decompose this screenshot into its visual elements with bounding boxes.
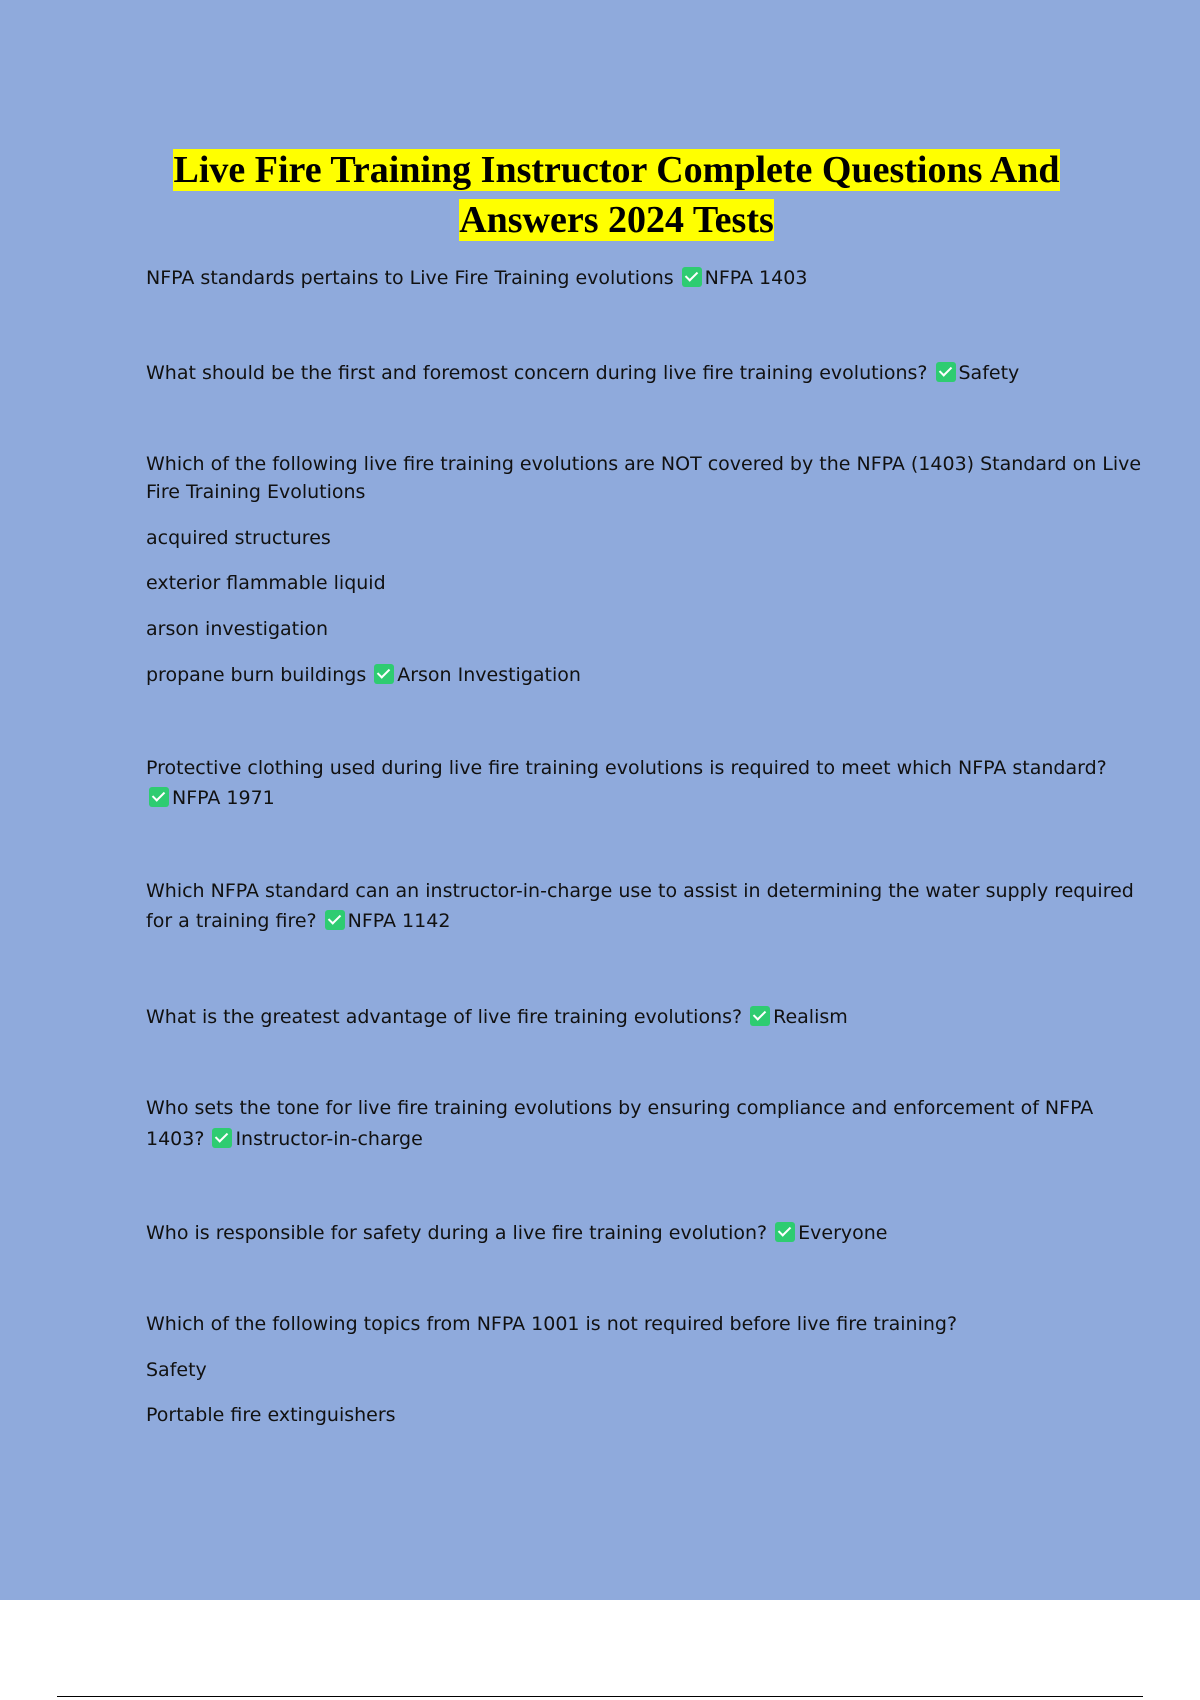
check-mark-icon: [936, 362, 956, 382]
answer-text: Safety: [958, 362, 1020, 384]
option-item: propane burn buildings: [146, 664, 367, 686]
question-text: Protective clothing used during live fire training evolutions is required to meet which NFPA standard?: [146, 757, 1107, 779]
qa-item: [146, 1125, 423, 1153]
footer-rule: [57, 1696, 1143, 1697]
question-text: What is the greatest advantage of live fire training evolutions?: [146, 1006, 743, 1028]
option-item: arson investigation: [146, 618, 329, 640]
question-text-line-2: Fire Training Evolutions: [146, 481, 366, 503]
qa-item: [146, 661, 581, 689]
answer-text: NFPA 1142: [347, 910, 451, 932]
answer-line: [146, 784, 275, 812]
question-text-line-1: Who sets the tone for live fire training evolutions by ensuring compliance and enforcement of NFPA: [146, 1097, 1094, 1119]
check-mark-icon: [682, 267, 702, 287]
option-item: acquired structures: [146, 527, 331, 549]
question-text-line-2: for a training fire?: [146, 910, 317, 932]
answer-text: NFPA 1971: [172, 787, 275, 809]
check-mark-icon: [212, 1128, 232, 1148]
document-title: [120, 145, 1113, 245]
qa-item: [146, 264, 807, 292]
answer-text: Arson Investigation: [397, 664, 581, 686]
option-item: Safety: [146, 1359, 207, 1381]
question-text-line-2: 1403?: [146, 1128, 205, 1150]
answer-text: Realism: [773, 1006, 848, 1028]
option-item: exterior flammable liquid: [146, 572, 386, 594]
check-mark-icon: [750, 1006, 770, 1026]
question-text: What should be the first and foremost concern during live fire training evolutions?: [146, 362, 928, 384]
question-text: NFPA standards pertains to Live Fire Training evolutions: [146, 267, 674, 289]
qa-item: [146, 907, 450, 935]
question-text-line-1: Which NFPA standard can an instructor-in-charge use to assist in determining the water supply required: [146, 880, 1134, 902]
qa-item: [146, 359, 1019, 387]
answer-text: Everyone: [798, 1222, 888, 1244]
question-text-line-1: Which of the following live fire training evolutions are NOT covered by the NFPA (1403) Standard on Live: [146, 453, 1142, 475]
question-text: Which of the following topics from NFPA 1001 is not required before live fire training?: [146, 1313, 958, 1335]
answer-text: Instructor-in-charge: [235, 1128, 423, 1150]
check-mark-icon: [149, 787, 169, 807]
check-mark-icon: [775, 1222, 795, 1242]
title-line-1: Live Fire Training Instructor Complete Questions And: [173, 149, 1060, 191]
answer-text: NFPA 1403: [704, 267, 808, 289]
option-item: Portable fire extinguishers: [146, 1404, 396, 1426]
check-mark-icon: [374, 664, 394, 684]
check-mark-icon: [325, 910, 345, 930]
qa-item: [146, 1219, 888, 1247]
question-text: Who is responsible for safety during a live fire training evolution?: [146, 1222, 768, 1244]
title-line-2: Answers 2024 Tests: [459, 199, 774, 241]
qa-item: [146, 1003, 848, 1031]
